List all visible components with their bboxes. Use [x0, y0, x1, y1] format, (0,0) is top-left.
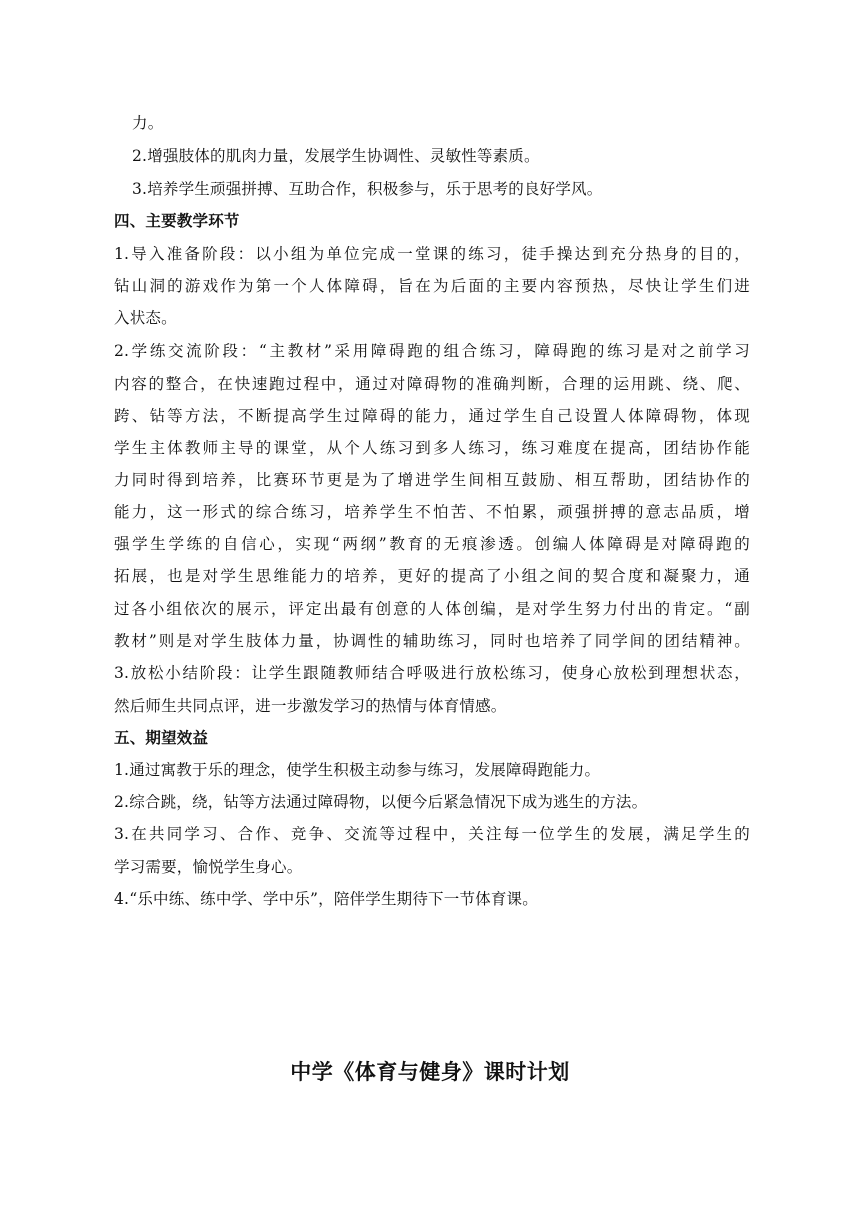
list-item: 1.通过寓教于乐的理念，使学生积极主动参与练习，发展障碍跑能力。 [114, 761, 601, 779]
list-item: 3.在共同学习、合作、竞争、交流等过程中，关注每一位学生的发展，满足学生的 [114, 825, 750, 843]
paragraph-line: 2.学练交流阶段：“主教材”采用障碍跑的组合练习，障碍跑的练习是对之前学习 [114, 342, 750, 360]
section3-line-1: 2.增强肢体的肌肉力量，发展学生协调性、灵敏性等素质。 [132, 147, 540, 165]
paragraph-line: 跨、钻等方法，不断提高学生过障碍的能力，通过学生自己设置人体障碍物，体现 [114, 407, 750, 425]
list-item: 4.“乐中练、练中学、学中乐”，陪伴学生期待下一节体育课。 [114, 890, 538, 908]
paragraph-line: 内容的整合，在快速跑过程中，通过对障碍物的准确判断，合理的运用跳、绕、爬、 [114, 375, 750, 393]
paragraph-line: 教材”则是对学生肢体力量，协调性的辅助练习，同时也培养了同学间的团结精神。 [114, 632, 750, 650]
section3-line-0: 力。 [132, 114, 164, 132]
section5-heading: 五、期望效益 [114, 729, 209, 747]
paragraph-line: 入状态。 [114, 309, 177, 327]
paragraph-line: 然后师生共同点评，进一步激发学习的热情与体育情感。 [114, 697, 507, 715]
list-item: 学习需要，愉悦学生身心。 [114, 858, 303, 876]
paragraph-line: 3.放松小结阶段：让学生跟随教师结合呼吸进行放松练习，使身心放松到理想状态， [114, 664, 750, 682]
paragraph-line: 过各小组依次的展示，评定出最有创意的人体创编，是对学生努力付出的肯定。“副 [114, 600, 750, 618]
paragraph-line: 能力，这一形式的综合练习，培养学生不怕苦、不怕累，顽强拼搏的意志品质，增 [114, 503, 750, 521]
list-item: 2.综合跳，绕，钻等方法通过障碍物，以便今后紧急情况下成为逃生的方法。 [114, 793, 648, 811]
next-page-title: 中学《体育与健身》课时计划 [290, 1060, 570, 1084]
section3-line-2: 3.培养学生顽强拼搏、互助合作，积极参与，乐于思考的良好学风。 [132, 180, 603, 198]
paragraph-line: 学生主体教师主导的课堂，从个人练习到多人练习，练习难度在提高，团结协作能 [114, 439, 750, 457]
paragraph-line: 拓展，也是对学生思维能力的培养，更好的提高了小组之间的契合度和凝聚力，通 [114, 567, 750, 585]
paragraph-line: 钻山洞的游戏作为第一个人体障碍，旨在为后面的主要内容预热，尽快让学生们进 [114, 277, 750, 295]
paragraph-line: 强学生学练的自信心，实现“两纲”教育的无痕渗透。创编人体障碍是对障碍跑的 [114, 535, 750, 553]
section4-heading: 四、主要教学环节 [114, 212, 240, 230]
paragraph-line: 1.导入准备阶段：以小组为单位完成一堂课的练习，徒手操达到充分热身的目的， [114, 245, 750, 263]
paragraph-line: 力同时得到培养，比赛环节更是为了增进学生间相互鼓励、相互帮助，团结协作的 [114, 471, 750, 489]
